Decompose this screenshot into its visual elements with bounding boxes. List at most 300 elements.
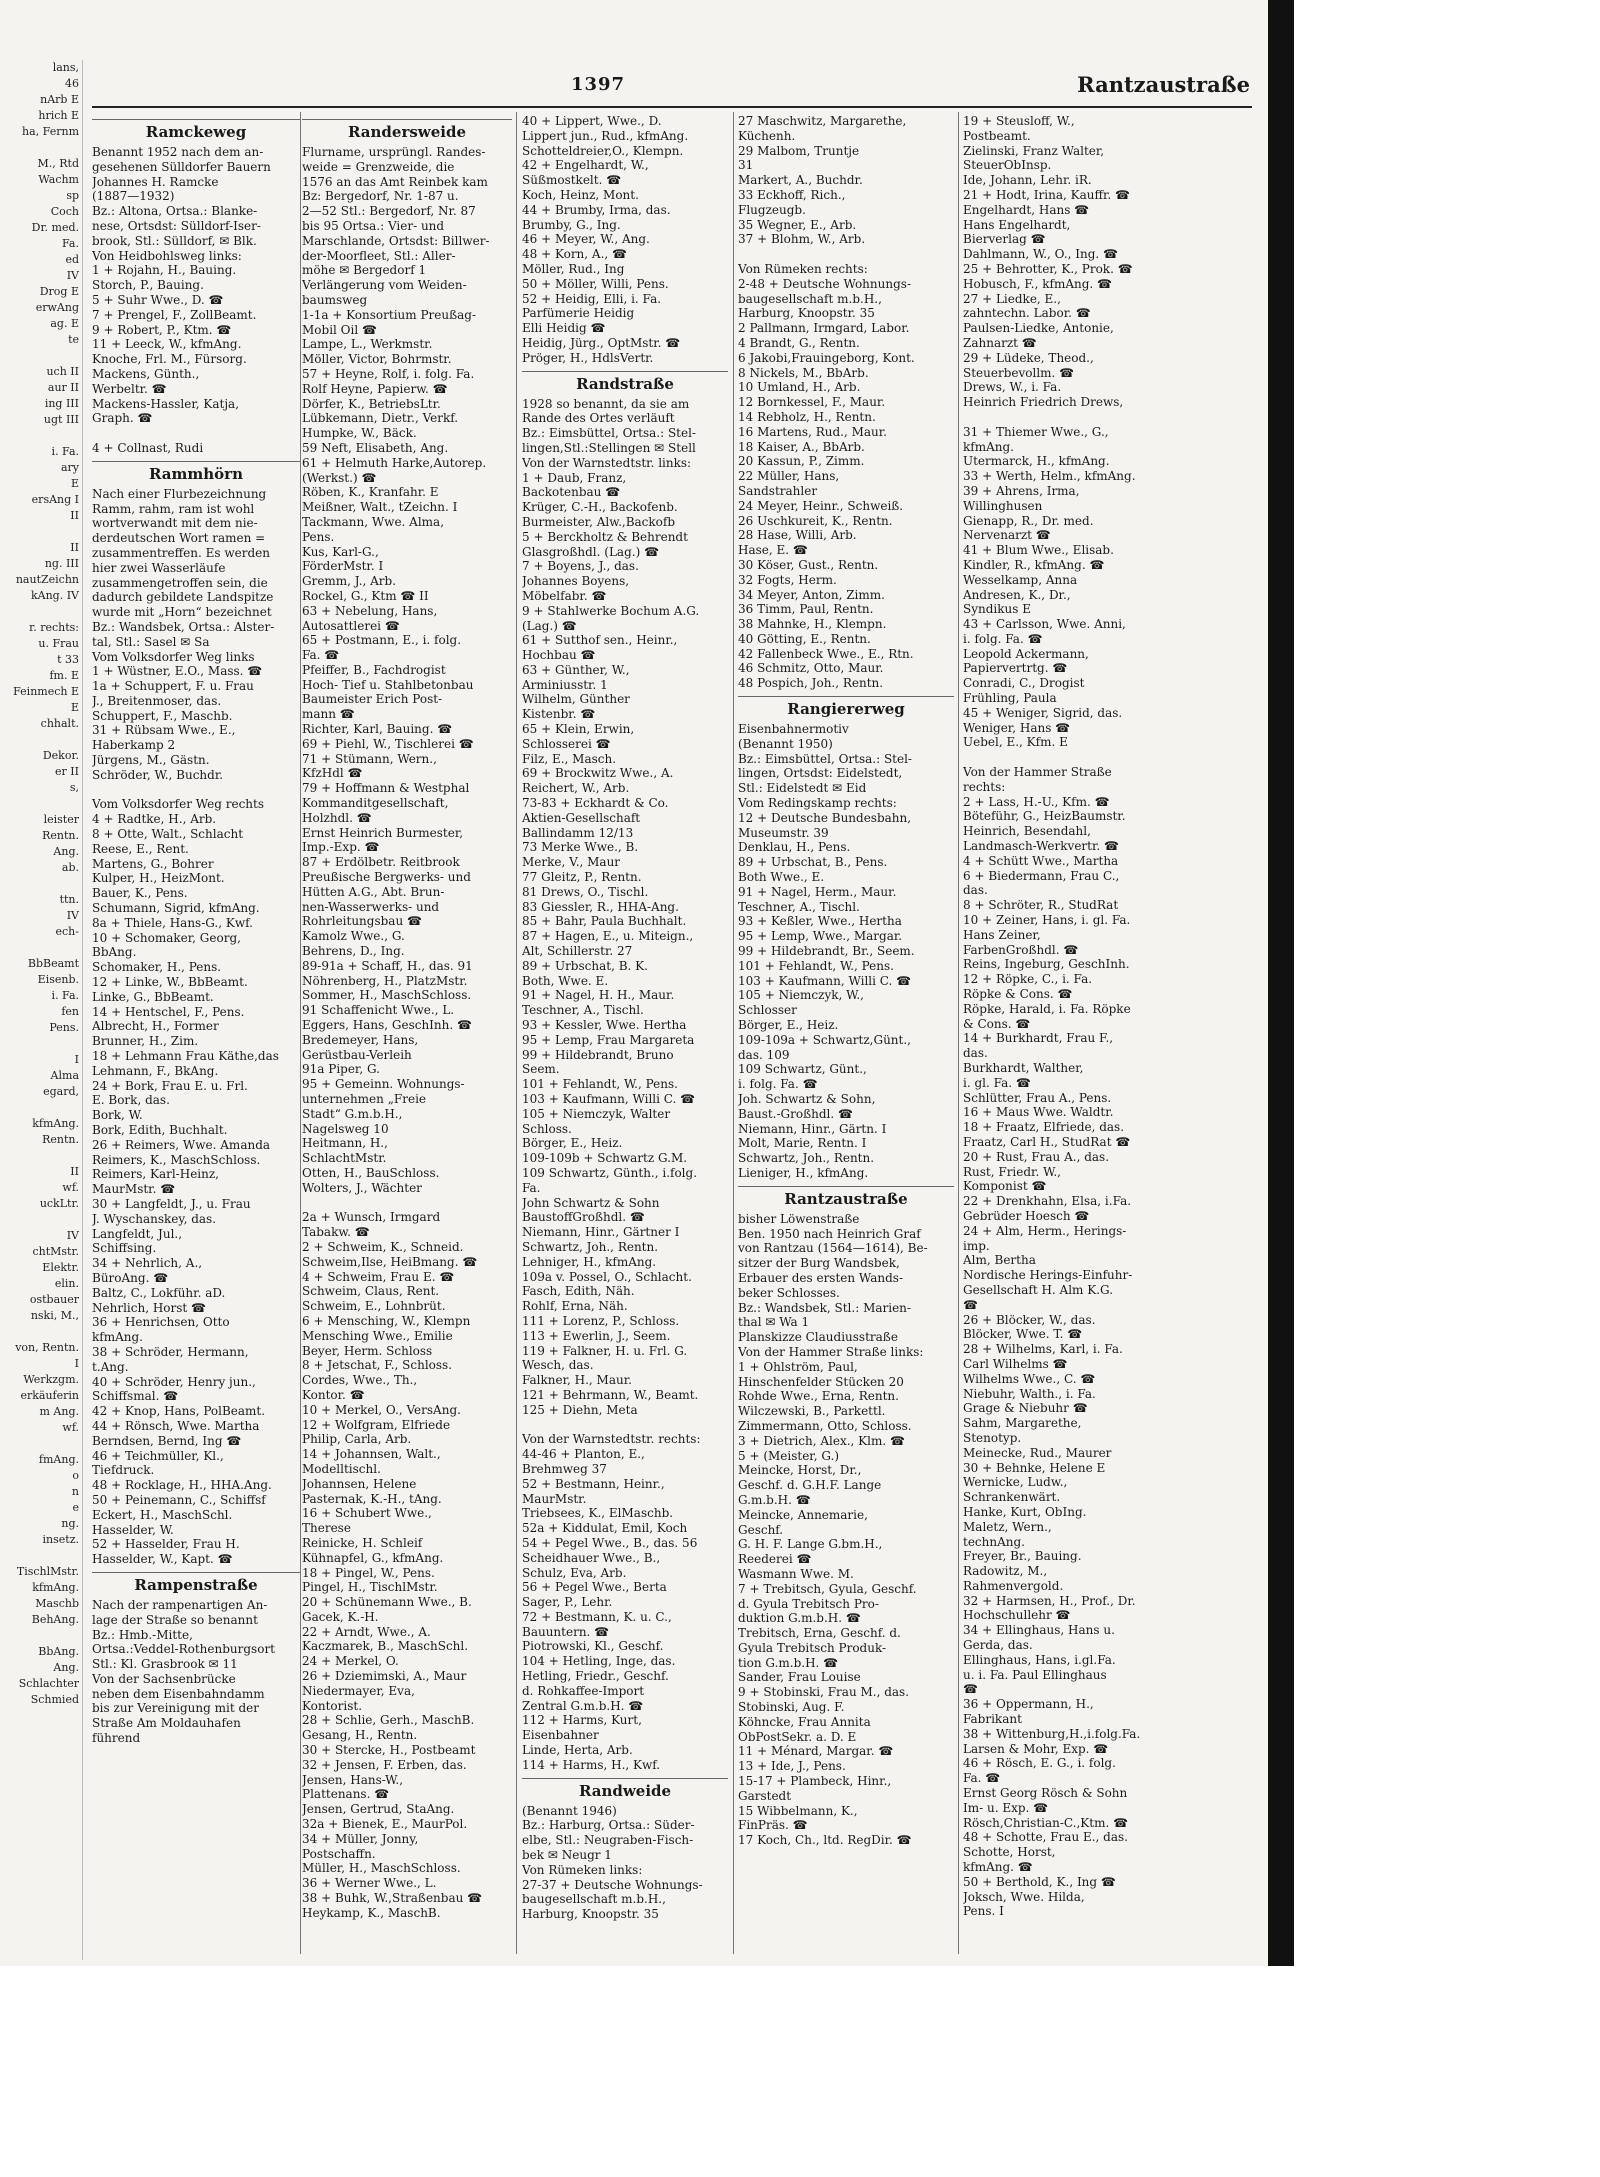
spine-text-fragment: nski, M., — [30, 1309, 79, 1322]
directory-entry-line: 6 Jakobi,Frauingeborg, Kont. — [738, 350, 915, 365]
directory-entry-line: Wesselkamp, Anna — [963, 572, 1078, 587]
directory-entry-line: Freyer, Br., Bauing. — [963, 1549, 1082, 1564]
directory-entry-line: Filz, E., Masch. — [522, 751, 617, 766]
directory-entry-line: 12 + Linke, W., BbBeamt. — [92, 975, 248, 990]
directory-entry-line: Stobinski, Aug. F. — [738, 1700, 845, 1715]
directory-entry-line: Sander, Frau Louise — [738, 1670, 861, 1685]
directory-entry-line: gesehenen Sülldorfer Bauern — [92, 159, 271, 174]
directory-entry-line: 11 + Leeck, W., kfmAng. — [92, 337, 242, 352]
spine-text-fragment: BbBeamt — [27, 957, 79, 970]
directory-entry-line: Landmasch-Werkvertr. ☎ — [963, 839, 1119, 854]
spine-text-fragment: ttn. — [59, 893, 79, 906]
directory-entry-line: Wilhelms Wwe., C. ☎ — [963, 1371, 1096, 1386]
directory-entry-line: Bz.: Wandsbek, Stl.: Marien- — [738, 1300, 911, 1315]
directory-entry-line: Martens, G., Bohrer — [92, 856, 214, 871]
spine-text-fragment: erwAng — [35, 301, 79, 314]
directory-entry-line: 63 + Nebelung, Hans, — [302, 603, 438, 618]
directory-entry-line: 87 + Erdölbetr. Reitbrook — [302, 855, 460, 870]
directory-entry-line: Behrens, D., Ing. — [302, 944, 405, 959]
directory-entry-line: t.Ang. — [92, 1359, 129, 1374]
directory-entry-line: führend — [92, 1731, 141, 1746]
directory-entry-line: Joh. Schwartz & Sohn, — [738, 1092, 876, 1106]
spine-text-fragment: i. Fa. — [51, 989, 79, 1002]
directory-entry-line: J. Wyschanskey, das. — [92, 1211, 217, 1226]
directory-entry-line: Harburg, Knoopstr. 35 — [738, 306, 875, 321]
directory-entry-line: 101 + Fehlandt, W., Pens. — [522, 1077, 678, 1092]
directory-entry-line: Schotte, Horst, — [963, 1845, 1056, 1860]
directory-entry-line: Both, Wwe. E. — [522, 973, 609, 988]
directory-entry-line: Willinghusen — [963, 498, 1043, 513]
directory-entry-line: 12 + Wolfgram, Elfriede — [302, 1417, 451, 1432]
directory-entry-line: Rohrleitungsbau ☎ — [302, 914, 422, 929]
directory-entry-line: lingen,Stl.:Stellingen ✉ Stell — [522, 440, 696, 455]
directory-entry-line: duktion G.m.b.H. ☎ — [738, 1611, 861, 1626]
directory-entry-line: Bz.: Hmb.-Mitte, — [92, 1627, 193, 1642]
directory-entry-line: 3 + Dietrich, Alex., Klm. ☎ — [738, 1433, 905, 1448]
directory-entry-line: Schlosser — [738, 1003, 797, 1018]
directory-entry-line: Nordische Herings-Einfuhr- — [963, 1268, 1133, 1283]
directory-entry-line: Zahnarzt ☎ — [963, 335, 1037, 350]
directory-entry-line: Von der Warnstedtstr. links: — [522, 455, 692, 470]
directory-entry-line: Brunner, H., Zim. — [92, 1034, 199, 1049]
directory-entry-line: Werbeltr. ☎ — [92, 381, 167, 396]
directory-entry-line: Frühling, Paula — [963, 691, 1057, 706]
directory-entry-line: bis zur Vereinigung mit der — [92, 1701, 260, 1716]
directory-entry-line: Hasselder, W., Kapt. ☎ — [92, 1552, 233, 1567]
directory-entry-line: 21 + Hodt, Irina, Kauffr. ☎ — [963, 187, 1130, 202]
directory-entry-line: baumsweg — [302, 292, 368, 307]
directory-entry-line: Hinschenfelder Stücken 20 — [738, 1374, 904, 1389]
street-heading: Randersweide — [302, 119, 512, 142]
directory-entry-line: Rolf Heyne, Papierw. ☎ — [302, 381, 448, 396]
directory-entry-line: 77 Gleitz, P., Rentn. — [522, 870, 642, 885]
directory-entry-line: Sager, P., Lehr. — [522, 1595, 613, 1610]
directory-entry-line: Conradi, C., Drogist — [963, 676, 1085, 691]
spine-text-fragment: 46 — [65, 77, 79, 90]
spine-text-fragment: ab. — [61, 861, 79, 874]
spine-text-fragment: aur II — [47, 381, 79, 394]
directory-entry-line: 31 + Thiemer Wwe., G., — [963, 424, 1109, 439]
directory-entry-line: 73 Merke Wwe., B. — [522, 840, 639, 855]
directory-entry-line: FörderMstr. I — [302, 559, 384, 574]
spine-text-fragment: sp — [66, 189, 79, 202]
directory-entry-line: 103 + Kaufmann, Willi C. ☎ — [522, 1092, 696, 1106]
directory-entry-line: Baumeister Erich Post- — [302, 692, 443, 707]
directory-entry-line: 34 + Ellinghaus, Hans u. — [963, 1623, 1115, 1638]
directory-entry-line: 6 + Mensching, W., Klempn — [302, 1313, 471, 1328]
directory-entry-line: Linde, Herta, Arb. — [522, 1743, 633, 1758]
spine-text-fragment: Dr. med. — [31, 221, 79, 234]
directory-entry-line: Kühnapfel, G., kfmAng. — [302, 1550, 444, 1565]
directory-entry-line: 46 + Teichmüller, Kl., — [92, 1448, 224, 1463]
directory-entry-line: 34 + Müller, Jonny, — [302, 1831, 419, 1846]
directory-entry-line: Brumby, G., Ing. — [522, 217, 621, 232]
directory-entry-line: Pens. — [302, 529, 335, 544]
directory-entry-line: Niemann, Hinr., Gärtn. I — [738, 1121, 887, 1136]
directory-entry-line: 22 + Drenkhahn, Elsa, i.Fa. — [963, 1194, 1132, 1209]
directory-entry-line: 101 + Fehlandt, W., Pens. — [738, 958, 894, 973]
directory-entry-line: 42 + Engelhardt, W., — [522, 158, 649, 173]
spine-text-fragment: e — [72, 1501, 79, 1514]
directory-entry-line: 61 + Helmuth Harke,Autorep. — [302, 455, 487, 470]
directory-entry-line: 93 + Kessler, Wwe. Hertha — [522, 1018, 687, 1033]
directory-entry-line: Elli Heidig ☎ — [522, 321, 606, 336]
spine-text-fragment: ng. III — [44, 557, 79, 570]
directory-entry-line: Niebuhr, Walth., i. Fa. — [963, 1386, 1096, 1401]
directory-entry-line: Gesang, H., Rentn. — [302, 1728, 418, 1743]
directory-entry-line: 89 + Urbschat, B., Pens. — [738, 855, 888, 870]
spine-text-fragment: wf. — [62, 1181, 79, 1194]
directory-entry-line: Reins, Ingeburg, GeschInh. — [963, 957, 1130, 972]
directory-entry-line: Fasch, Edith, Näh. — [522, 1284, 635, 1299]
directory-entry-line: Reichert, W., Arb. — [522, 781, 630, 796]
spine-text-fragment — [0, 940, 82, 956]
directory-entry-line: Bz.: Altona, Ortsa.: Blanke- — [92, 204, 258, 219]
directory-entry-line: 14 + Johannsen, Walt., — [302, 1447, 441, 1462]
directory-entry-line: Röpke & Cons. ☎ — [963, 987, 1073, 1002]
directory-entry-line: tion G.m.b.H. ☎ — [738, 1655, 839, 1670]
directory-entry-line: nen-Wasserwerks- und — [302, 899, 440, 914]
directory-entry-line: beker Schlosses. — [738, 1285, 840, 1300]
directory-entry-line: Rahmenvergold. — [963, 1578, 1064, 1593]
directory-entry-line: Parfümerie Heidig — [522, 306, 635, 321]
spine-text-fragment: M., Rtd — [37, 157, 79, 170]
directory-entry-line: 61 + Sutthof sen., Heinr., — [522, 633, 678, 648]
directory-entry-line: 113 + Ewerlin, J., Seem. — [522, 1328, 671, 1343]
directory-entry-line: 69 + Brockwitz Wwe., A. — [522, 766, 674, 781]
directory-entry-line — [963, 750, 1253, 765]
facing-page-fragment — [0, 60, 83, 1960]
directory-entry-line — [963, 410, 1253, 425]
directory-entry-line: 29 + Lüdeke, Theod., — [963, 350, 1094, 365]
directory-entry-line: Hobusch, F., kfmAng. ☎ — [963, 276, 1112, 291]
directory-entry-line: Johannsen, Helene — [302, 1476, 417, 1491]
directory-entry-line: Von Rümeken rechts: — [738, 261, 868, 276]
directory-entry-line: Richter, Karl, Bauing. ☎ — [302, 722, 453, 737]
directory-entry-line: 34 + Nehrlich, A., — [92, 1256, 203, 1271]
directory-entry-line: 65 + Klein, Erwin, — [522, 722, 635, 737]
spine-text-fragment: I — [74, 1357, 79, 1370]
directory-entry-line: Cordes, Wwe., Th., — [302, 1373, 418, 1388]
directory-entry-line: 38 + Buhk, W.,Straßenbau ☎ — [302, 1891, 483, 1906]
directory-entry-line: 30 + Stercke, H., Postbeamt — [302, 1743, 476, 1758]
directory-entry-line: Postbeamt. — [963, 128, 1031, 143]
spine-text-fragment: m Ang. — [39, 1405, 79, 1418]
directory-column-5 — [963, 114, 1253, 1954]
directory-entry-line: 121 + Behrmann, W., Beamt. — [522, 1387, 699, 1402]
directory-entry-line: Pasternak, K.-H., tAng. — [302, 1491, 442, 1506]
directory-entry-line: Böteführ, G., HeizBaumstr. — [963, 809, 1126, 824]
directory-entry-line: Ballindamm 12/13 — [522, 825, 634, 840]
directory-entry-line: 12 + Röpke, C., i. Fa. — [963, 972, 1093, 987]
directory-entry-line: das. 109 — [738, 1047, 790, 1062]
directory-entry-line — [738, 247, 954, 262]
directory-entry-line: baugesellschaft m.b.H., — [522, 1892, 666, 1907]
spine-text-fragment: erkäuferin — [20, 1389, 79, 1402]
directory-entry-line: 32a + Bienek, E., MaurPol. — [302, 1817, 468, 1832]
directory-entry-line: 73-83 + Eckhardt & Co. — [522, 796, 669, 811]
directory-entry-line: Möbelfabr. ☎ — [522, 588, 607, 603]
header-rule — [92, 106, 1252, 108]
directory-entry-line: G.m.b.H. ☎ — [738, 1492, 811, 1507]
directory-entry-line: Koch, Heinz, Mont. — [522, 187, 639, 202]
directory-entry-line: ☎ — [963, 1682, 978, 1697]
directory-entry-line: Pröger, H., HdlsVertr. — [522, 350, 654, 365]
directory-entry-line: Lehniger, H., kfmAng. — [522, 1254, 657, 1269]
directory-entry-line: 91 + Nagel, Herm., Maur. — [738, 884, 897, 899]
directory-entry-line: BaustoffGroßhdl. ☎ — [522, 1210, 645, 1225]
directory-entry-line: 65 + Postmann, E., i. folg. — [302, 633, 462, 648]
spine-text-fragment: i. Fa. — [51, 445, 79, 458]
directory-entry-line: Ellinghaus, Hans, i.gl.Fa. — [963, 1652, 1116, 1667]
spine-text-fragment: Wachm — [38, 173, 79, 186]
directory-entry-line: Gesellschaft H. Alm K.G. — [963, 1282, 1114, 1297]
directory-entry-line: Sahm, Margarethe, — [963, 1416, 1082, 1431]
directory-entry-line: Möller, Victor, Bohrmstr. — [302, 352, 452, 367]
directory-entry-line: 26 + Reimers, Wwe. Amanda — [92, 1137, 271, 1152]
directory-entry-line: 8 Nickels, M., BbArb. — [738, 365, 869, 380]
directory-entry-line: Bauer, K., Pens. — [92, 886, 188, 901]
directory-entry-line: 114 + Harms, H., Kwf. — [522, 1757, 661, 1772]
directory-entry-line: 79 + Hoffmann & Westphal — [302, 781, 470, 796]
column-divider — [300, 112, 301, 1954]
directory-entry-line: Plattenans. ☎ — [302, 1787, 390, 1802]
directory-entry-line: Graph. ☎ — [92, 411, 153, 426]
directory-entry-line: Schulz, Eva, Arb. — [522, 1565, 627, 1580]
spine-text-fragment — [0, 1036, 82, 1052]
spine-text-fragment — [0, 604, 82, 620]
directory-entry-line: Hütten A.G., Abt. Brun- — [302, 884, 445, 899]
spine-text-fragment: egard, — [43, 1085, 79, 1098]
directory-entry-line: 56 + Pegel Wwe., Berta — [522, 1580, 667, 1595]
directory-entry-line: 36 + Oppermann, H., — [963, 1697, 1094, 1712]
directory-entry-line: Hasselder, W. — [92, 1522, 174, 1537]
spine-text-fragment — [0, 1100, 82, 1116]
directory-entry-line: Bz: Bergedorf, Nr. 1-87 u. — [302, 189, 459, 204]
directory-entry-line: 44 + Rönsch, Wwe. Martha — [92, 1418, 260, 1433]
directory-entry-line: Im- u. Exp. ☎ — [963, 1800, 1049, 1815]
spine-text-fragment — [0, 1628, 82, 1644]
directory-entry-line: 33 + Werth, Helm., kfmAng. — [963, 469, 1136, 484]
directory-entry-line: Jensen, Gertrud, StaAng. — [302, 1802, 455, 1817]
directory-entry-line: Benannt 1952 nach dem an- — [92, 145, 264, 159]
spine-text-fragment: nArb E — [40, 93, 79, 106]
directory-entry-line: J., Breitenmoser, das. — [92, 693, 222, 708]
directory-entry-line: Ben. 1950 nach Heinrich Graf — [738, 1226, 921, 1241]
directory-entry-line: 14 + Hentschel, F., Pens. — [92, 1004, 245, 1019]
directory-entry-line: Glasgroßhdl. (Lag.) ☎ — [522, 544, 660, 559]
directory-entry-line: 15 Wibbelmann, K., — [738, 1803, 858, 1818]
directory-entry-line: 38 + Wittenburg,H.,i.folg.Fa. — [963, 1726, 1141, 1741]
directory-entry-line: 40 Götting, E., Rentn. — [738, 631, 871, 646]
spine-text-fragment: Elektr. — [42, 1261, 79, 1274]
directory-entry-line: Pingel, H., TischlMstr. — [302, 1580, 438, 1595]
directory-entry-line: Flurname, ursprüngl. Randes- — [302, 145, 486, 159]
directory-entry-line: KfzHdl ☎ — [302, 766, 363, 781]
directory-entry-line: technAng. — [963, 1534, 1025, 1549]
spine-text-fragment: n — [71, 1485, 79, 1498]
directory-entry-line: 104 + Hetling, Inge, das. — [522, 1654, 676, 1669]
directory-entry-line: 1 + Wüstner, E.O., Mass. ☎ — [92, 664, 263, 679]
directory-entry-line: Maletz, Wern., — [963, 1519, 1052, 1534]
directory-entry-line: Bork, W. — [92, 1108, 143, 1123]
directory-column-4 — [738, 114, 954, 1954]
directory-entry-line: 8 + Otte, Walt., Schlacht — [92, 827, 244, 842]
spine-text-fragment: ech- — [55, 925, 79, 938]
directory-entry-line: 109 Schwartz, Günt., — [738, 1062, 867, 1077]
directory-entry-line: Hetling, Friedr., Geschf. — [522, 1669, 669, 1684]
directory-entry-line: Lippert jun., Rud., kfmAng. — [522, 128, 689, 143]
directory-entry-line: Pfeiffer, B., Fachdrogist — [302, 662, 446, 677]
directory-entry-line: (Werkst.) ☎ — [302, 470, 377, 485]
spine-text-fragment — [0, 1548, 82, 1564]
directory-entry-line: Schrankenwärt. — [963, 1490, 1061, 1505]
directory-entry-line: Fa. ☎ — [302, 648, 340, 663]
directory-entry-line: Leopold Ackermann, — [963, 646, 1089, 661]
directory-entry-line: Schlosserei ☎ — [522, 736, 611, 751]
directory-entry-line: 52 + Bestmann, Heinr., — [522, 1476, 665, 1491]
directory-entry-line: Wesch, das. — [522, 1358, 594, 1373]
directory-entry-line: 16 + Maus Wwe. Waldtr. — [963, 1105, 1114, 1120]
directory-entry-line: 4 + Schütt Wwe., Martha — [963, 853, 1119, 868]
directory-entry-line: Niemann, Hinr., Gärtner I — [522, 1225, 680, 1240]
directory-entry-line: Radowitz, M., — [963, 1564, 1048, 1579]
directory-entry-line: Alm, Bertha — [963, 1253, 1036, 1268]
directory-entry-line: Both Wwe., E. — [738, 870, 825, 885]
spine-text-fragment — [0, 732, 82, 748]
directory-entry-line: Von der Hammer Straße — [963, 765, 1112, 780]
directory-entry-line: 46 + Rösch, E. G., i. folg. — [963, 1756, 1116, 1771]
directory-entry-line: 52a + Kiddulat, Emil, Koch — [522, 1521, 688, 1536]
directory-entry-line: möhe ✉ Bergedorf 1 — [302, 263, 427, 278]
directory-entry-line: Gebrüder Hoesch ☎ — [963, 1208, 1090, 1223]
directory-entry-line: 10 + Merkel, O., VersAng. — [302, 1402, 461, 1417]
spine-text-fragment — [0, 348, 82, 364]
directory-entry-line: 40 + Lippert, Wwe., D. — [522, 114, 662, 128]
directory-entry-line: Reimers, K., MaschSchloss. — [92, 1152, 261, 1167]
directory-entry-line: Vom Redingskamp rechts: — [738, 796, 897, 811]
directory-entry-line: unternehmen „Freie — [302, 1092, 427, 1106]
directory-entry-line: Bz.: Wandsbek, Ortsa.: Alster- — [92, 619, 275, 634]
directory-entry-line: Wilczewski, B., Parkettl. — [738, 1404, 886, 1419]
spine-text-fragment: lans, — [52, 61, 79, 74]
directory-entry-line: Andresen, K., Dr., — [963, 587, 1071, 602]
directory-entry-line: Schwartz, Joh., Rentn. — [738, 1151, 875, 1166]
directory-entry-line: Burmeister, Alw.,Backofb — [522, 514, 676, 529]
directory-entry-line: 71 + Stümann, Wern., — [302, 751, 437, 766]
directory-entry-line: i. gl. Fa. ☎ — [963, 1075, 1031, 1090]
directory-entry-line: 37 + Blohm, W., Arb. — [738, 232, 866, 247]
directory-entry-line: Burkhardt, Walther, — [963, 1061, 1084, 1075]
directory-entry-line: 20 Kassun, P., Zimm. — [738, 454, 865, 469]
directory-entry-line: Backotenbau ☎ — [522, 485, 621, 500]
page-number: 1397 — [570, 74, 626, 95]
spine-text-fragment: er II — [55, 765, 79, 778]
directory-entry-line: 125 + Diehn, Meta — [522, 1402, 638, 1417]
directory-entry-line: 54 + Pegel Wwe., B., das. 56 — [522, 1535, 698, 1550]
directory-entry-line: 111 + Lorenz, P., Schloss. — [522, 1313, 680, 1328]
spine-text-fragment: t 33 — [57, 653, 79, 666]
directory-entry-line: 20 + Schünemann Wwe., B. — [302, 1595, 472, 1610]
directory-entry-line: BbAng. — [92, 945, 137, 960]
directory-entry-line: Preußische Bergwerks- und — [302, 870, 471, 885]
spine-text-fragment: E — [70, 477, 79, 490]
directory-entry-line: 4 Brandt, G., Rentn. — [738, 335, 860, 350]
directory-entry-line: Hoch- Tief u. Stahlbetonbau — [302, 677, 474, 692]
directory-entry-line: 10 Umland, H., Arb. — [738, 380, 861, 395]
spine-text-fragment: Fa. — [62, 237, 79, 250]
directory-entry-line: 11 + Ménard, Margar. ☎ — [738, 1744, 894, 1759]
directory-entry-line: Langfeldt, Jul., — [92, 1226, 183, 1241]
spine-text-fragment — [0, 1324, 82, 1340]
spine-text-fragment: ag. E — [50, 317, 79, 330]
directory-entry-line: Bz.: Eimsbüttel, Ortsa.: Stel- — [738, 751, 912, 766]
directory-entry-line: Meincke, Horst, Dr., — [738, 1463, 862, 1478]
directory-entry-line: Steuerbevollm. ☎ — [963, 365, 1075, 380]
directory-entry-line: Nach der rampenartigen An- — [92, 1597, 268, 1612]
directory-entry-line: Gacek, K.-H. — [302, 1609, 379, 1624]
spine-text-fragment: fmAng. — [38, 1453, 79, 1466]
directory-entry-line: i. folg. Fa. ☎ — [738, 1077, 818, 1092]
spine-text-fragment: ostbauer — [29, 1293, 79, 1306]
directory-entry-line: 46 + Meyer, W., Ang. — [522, 232, 650, 247]
directory-entry-line: Postschaffn. — [302, 1846, 376, 1861]
directory-entry-line: das. — [963, 883, 988, 898]
directory-entry-line: weide = Grenzweide, die — [302, 159, 455, 174]
directory-entry-line: 22 + Arndt, Wwe., A. — [302, 1624, 431, 1639]
directory-entry-line: 109 Schwartz, Günth., i.folg. — [522, 1165, 698, 1180]
directory-entry-line: Kontor. ☎ — [302, 1387, 365, 1402]
directory-entry-line: 32 + Jensen, F. Erben, das. — [302, 1757, 467, 1772]
street-heading: Randstraße — [522, 371, 728, 394]
directory-entry-line: Röben, K., Kranfahr. E — [302, 485, 439, 500]
directory-entry-line: 1-1a + Konsortium Preußag- — [302, 307, 477, 322]
directory-entry-line: 95 + Lemp, Wwe., Margar. — [738, 929, 903, 944]
directory-entry-line: 2 Pallmann, Irmgard, Labor. — [738, 321, 910, 336]
directory-entry-line: sitzer der Burg Wandsbek, — [738, 1256, 900, 1271]
directory-entry-line: Bierverlag ☎ — [963, 232, 1046, 247]
directory-entry-line: 7 + Boyens, J., das. — [522, 559, 639, 574]
directory-entry-line: Eggers, Hans, GeschInh. ☎ — [302, 1018, 472, 1033]
directory-column-1 — [92, 114, 300, 1954]
directory-entry-line: Schuppert, F., Maschb. — [92, 708, 233, 723]
directory-entry-line: Modelltischl. — [302, 1461, 381, 1476]
directory-entry-line: Sandstrahler — [738, 483, 818, 498]
directory-entry-line: Niedermayer, Eva, — [302, 1683, 415, 1698]
directory-entry-line: Syndikus E — [963, 602, 1031, 617]
directory-entry-line: Bz.: Harburg, Ortsa.: Süder- — [522, 1818, 695, 1833]
spine-text-fragment: ersAng I — [31, 493, 79, 506]
directory-entry-line: 26 + Blöcker, W., das. — [963, 1312, 1096, 1327]
directory-entry-line: 2 + Schweim, K., Schneid. — [302, 1239, 464, 1254]
spine-text-fragment: uch II — [46, 365, 79, 378]
directory-entry-line: der-Moorfleet, Stl.: Aller- — [302, 248, 456, 263]
directory-entry-line: elbe, Stl.: Neugraben-Fisch- — [522, 1833, 694, 1848]
spine-text-fragment: leister — [43, 813, 79, 826]
spine-text-fragment: u. Frau — [38, 637, 79, 650]
directory-entry-line: 109-109a + Schwartz,Günt., — [738, 1032, 911, 1047]
directory-entry-line: Nagelsweg 10 — [302, 1121, 389, 1136]
directory-entry-line: 52 + Hasselder, Frau H. — [92, 1537, 240, 1552]
directory-entry-line: Rohlf, Erna, Näh. — [522, 1299, 628, 1314]
directory-entry-line: Geschf. — [738, 1522, 784, 1537]
directory-entry-line — [92, 426, 300, 441]
directory-entry-line: Kaczmarek, B., MaschSchl. — [302, 1639, 469, 1654]
directory-entry-line: Röpke, Harald, i. Fa. Röpke — [963, 1001, 1131, 1016]
directory-entry-line: neben dem Eisenbahndamm — [92, 1686, 265, 1701]
directory-entry-line: Molt, Marie, Rentn. I — [738, 1136, 867, 1151]
spine-text-fragment — [0, 1436, 82, 1452]
